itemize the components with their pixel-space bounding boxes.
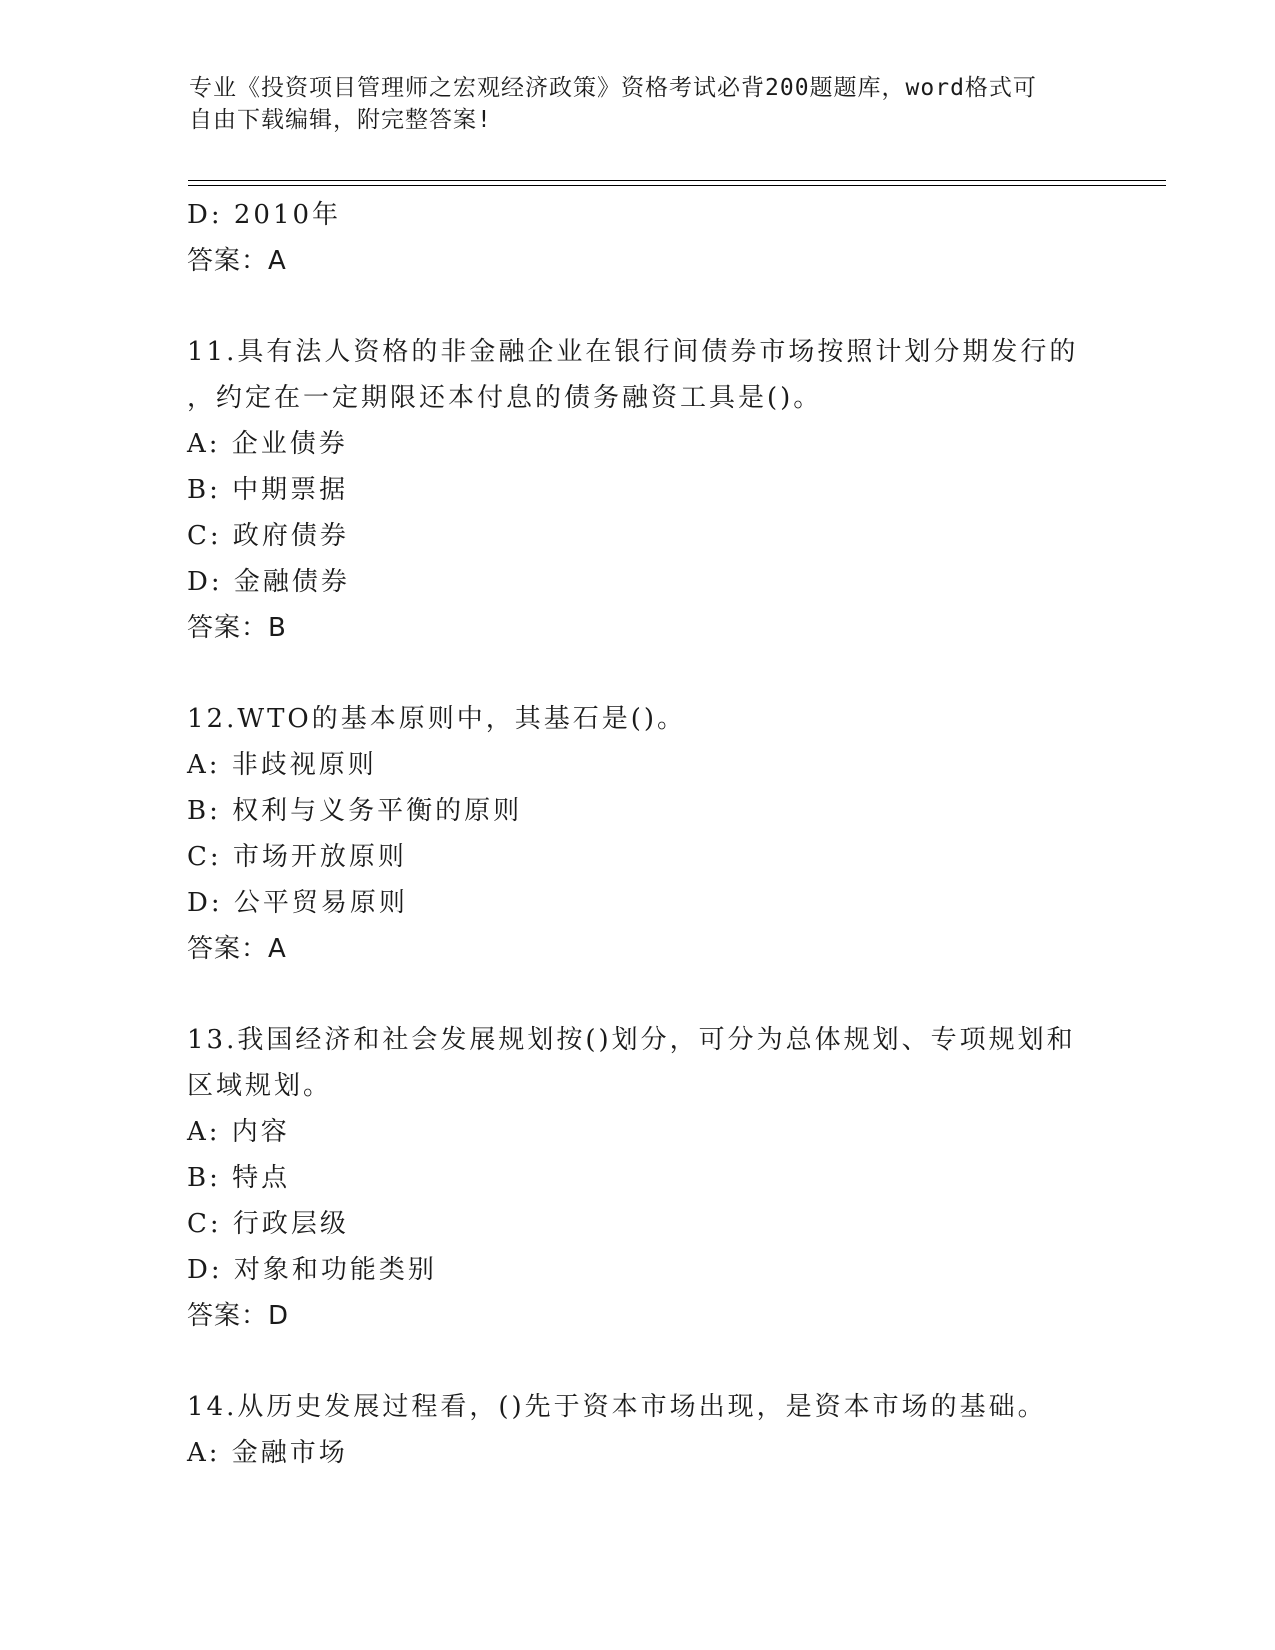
answer-line: 答案：B — [187, 613, 287, 643]
question-11 — [187, 329, 1087, 651]
header-divider-bottom — [188, 185, 1166, 186]
option-b: B: 中期票据 — [187, 475, 349, 505]
option-d: D: 对象和功能类别 — [187, 1255, 437, 1285]
header-title-line-2: 自由下载编辑，附完整答案! — [189, 107, 492, 133]
question-stem: 13.我国经济和社会发展规划按()划分，可分为总体规划、专项规划和 — [187, 1025, 1076, 1055]
previous-question-tail — [187, 192, 1087, 284]
option-a: A: 内容 — [187, 1117, 290, 1147]
spacer — [187, 651, 1087, 696]
header-title-line-1: 专业《投资项目管理师之宏观经济政策》资格考试必背200题题库，word格式可 — [189, 75, 1037, 101]
answer-line: 答案：A — [187, 934, 287, 964]
document-header — [189, 72, 1089, 136]
question-13 — [187, 1017, 1087, 1339]
option-d: D: 金融债券 — [187, 567, 350, 597]
answer-line: 答案：A — [187, 246, 287, 276]
question-stem-continued: 区域规划。 — [187, 1071, 333, 1101]
spacer — [187, 1339, 1087, 1384]
question-14 — [187, 1384, 1087, 1476]
question-12 — [187, 696, 1087, 972]
spacer — [187, 284, 1087, 329]
option-c: C: 政府债券 — [187, 521, 349, 551]
option-c: C: 市场开放原则 — [187, 842, 407, 872]
option-d: D: 2010年 — [187, 200, 342, 230]
header-divider-top — [188, 180, 1166, 181]
option-b: B: 特点 — [187, 1163, 291, 1193]
option-a: A: 企业债券 — [187, 429, 348, 459]
answer-line: 答案：D — [187, 1301, 290, 1331]
question-stem: 12.WTO的基本原则中，其基石是()。 — [187, 704, 687, 734]
option-a: A: 非歧视原则 — [187, 750, 377, 780]
question-stem: 14.从历史发展过程看，()先于资本市场出现，是资本市场的基础。 — [187, 1392, 1047, 1422]
option-a: A: 金融市场 — [187, 1438, 348, 1468]
question-stem-continued: ，约定在一定期限还本付息的债务融资工具是()。 — [187, 383, 823, 413]
option-c: C: 行政层级 — [187, 1209, 349, 1239]
option-d: D: 公平贸易原则 — [187, 888, 408, 918]
option-b: B: 权利与义务平衡的原则 — [187, 796, 523, 826]
spacer — [187, 972, 1087, 1017]
question-stem: 11.具有法人资格的非金融企业在银行间债券市场按照计划分期发行的 — [187, 337, 1079, 367]
question-list — [187, 192, 1087, 1476]
